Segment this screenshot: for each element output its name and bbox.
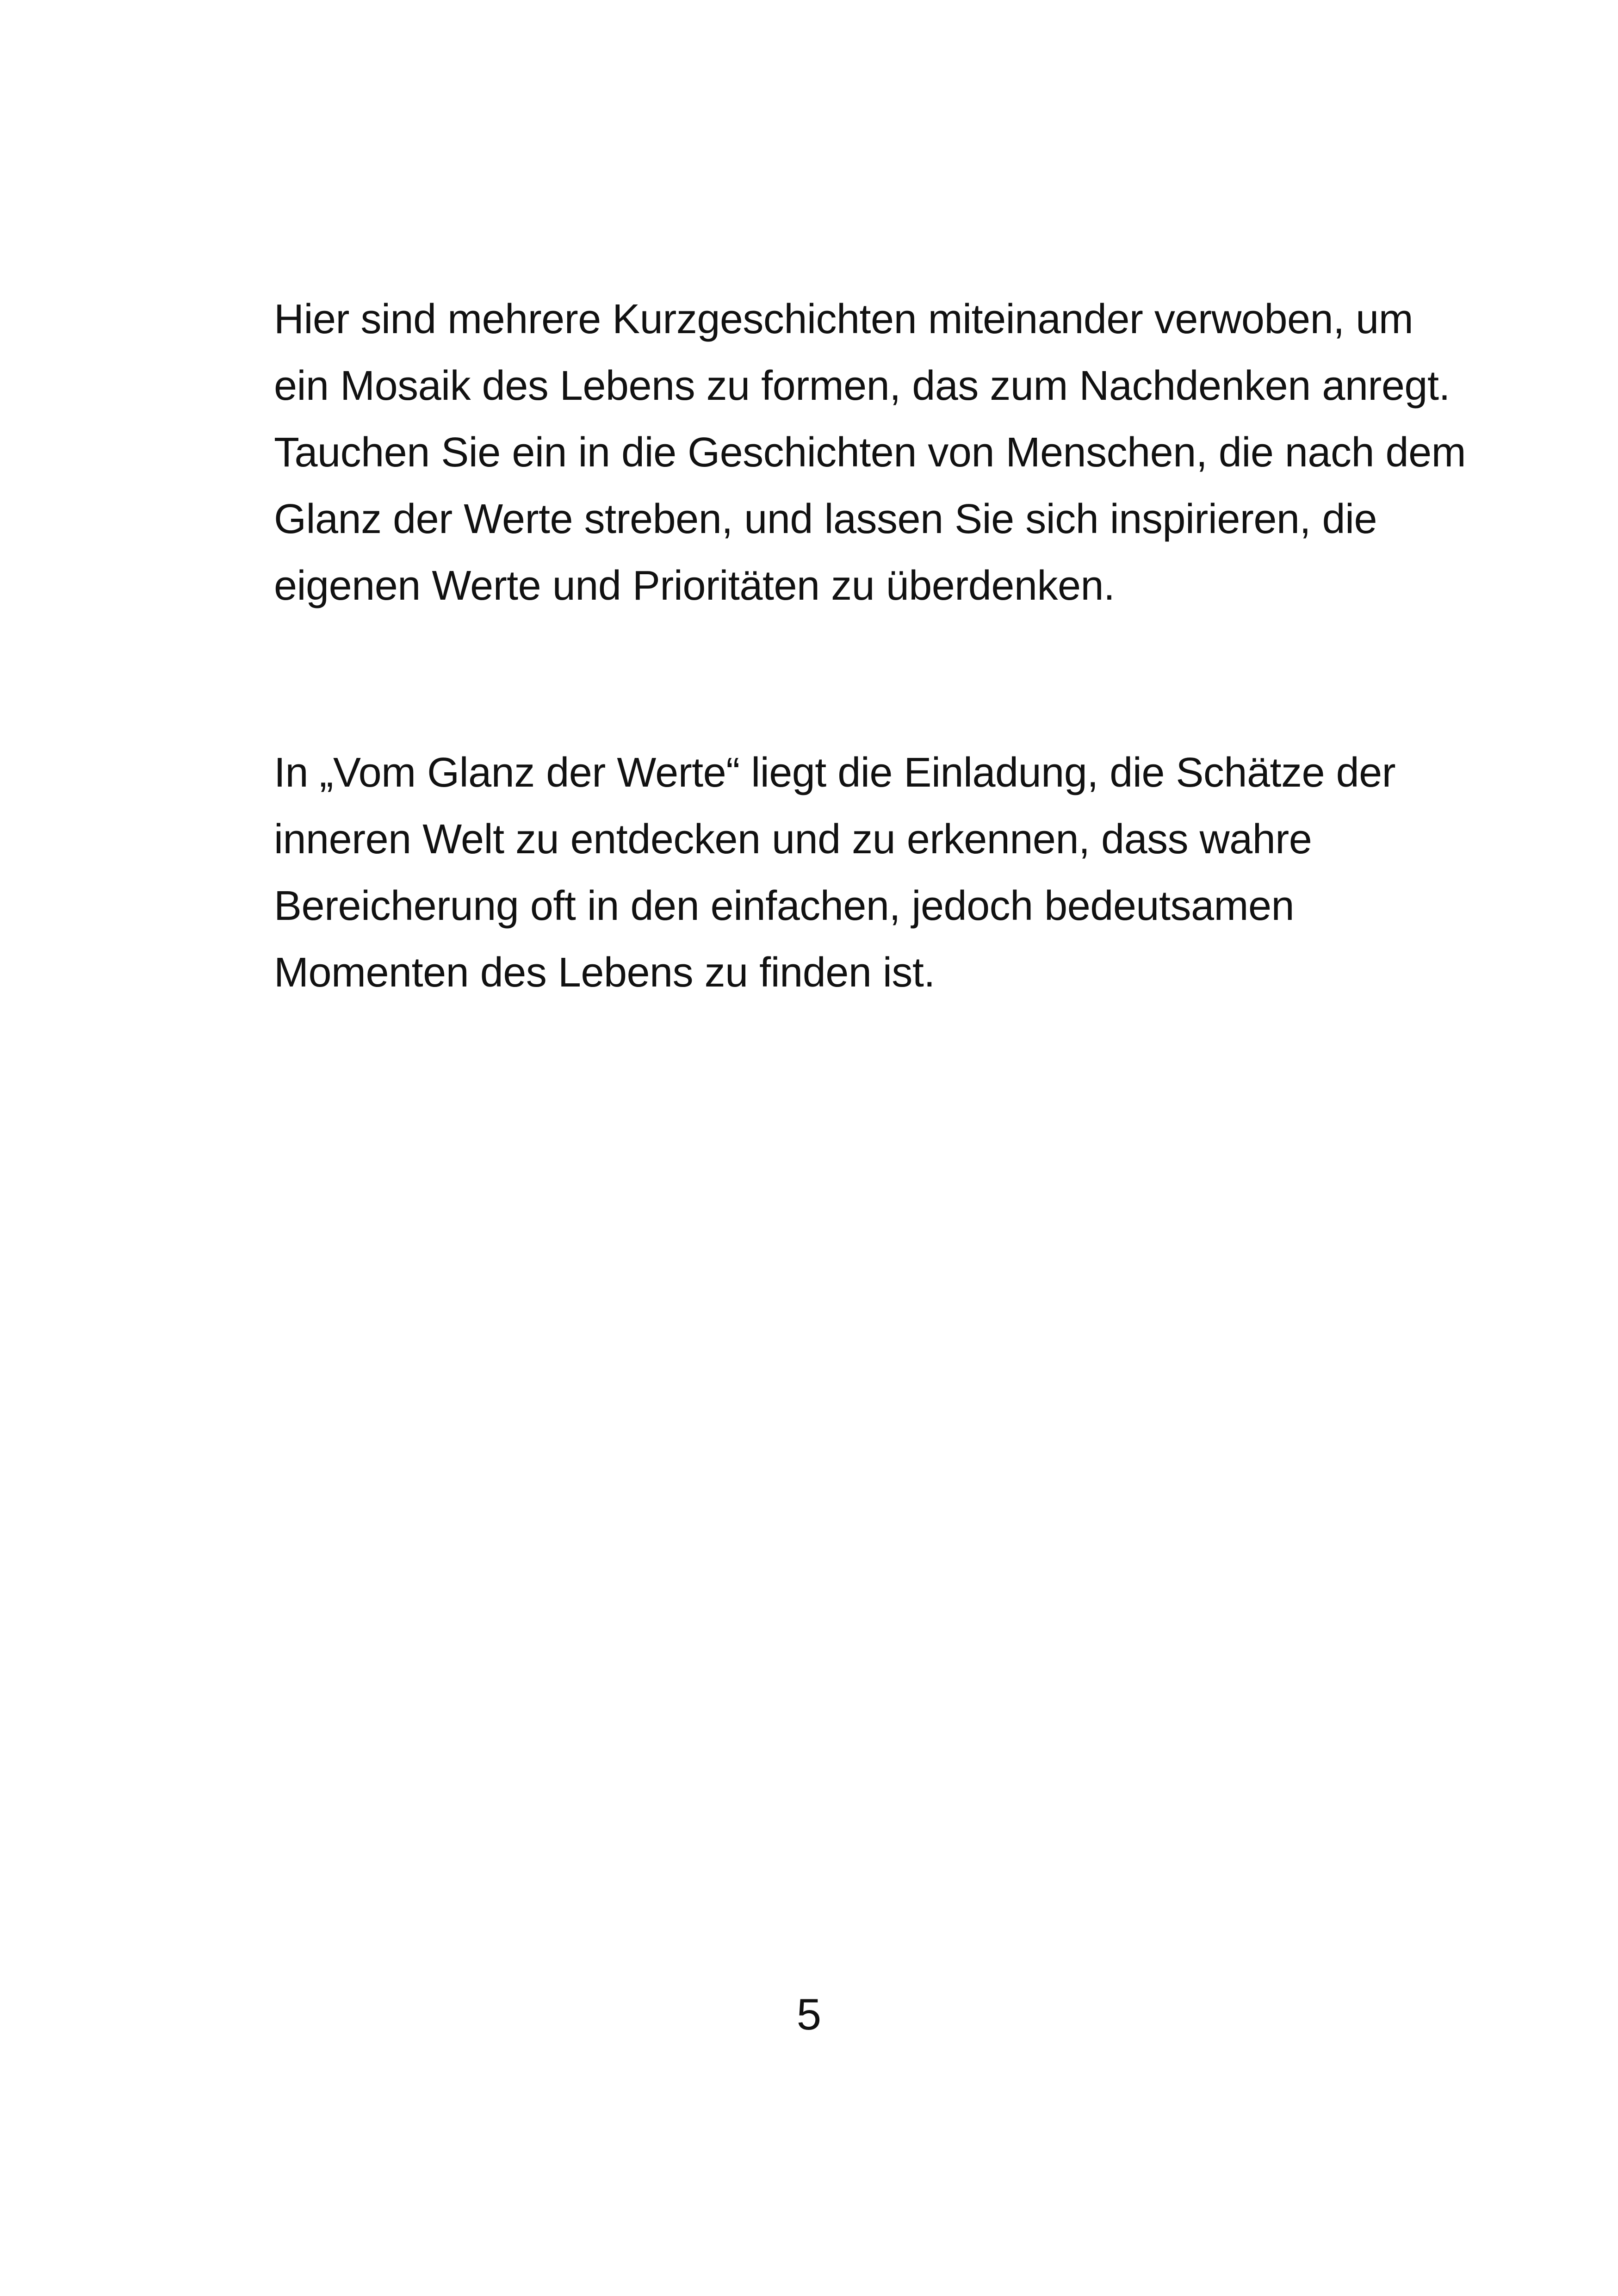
- text-line: eigenen Werte und Prioritäten zu überdenken.: [274, 563, 1115, 609]
- text-line: In „Vom Glanz der Werte“ liegt die Einladung, die Schätze der: [274, 750, 1396, 796]
- text-line: Tauchen Sie ein in die Geschichten von Menschen, die nach dem: [274, 429, 1466, 476]
- text-line: Momenten des Lebens zu finden ist.: [274, 949, 935, 996]
- page-number: 5: [796, 1990, 822, 2039]
- text-line: Glanz der Werte streben, und lassen Sie sich inspirieren, die: [274, 496, 1377, 542]
- text-line: Hier sind mehrere Kurzgeschichten miteinander verwoben, um: [274, 296, 1413, 342]
- text-line: Bereicherung oft in den einfachen, jedoch bedeutsamen: [274, 883, 1295, 929]
- text-line: inneren Welt zu entdecken und zu erkennen, dass wahre: [274, 816, 1312, 863]
- text-line: ein Mosaik des Lebens zu formen, das zum Nachdenken anregt.: [274, 363, 1450, 409]
- paragraph-intro: [274, 286, 1466, 619]
- paragraph-invitation: [274, 739, 1431, 1006]
